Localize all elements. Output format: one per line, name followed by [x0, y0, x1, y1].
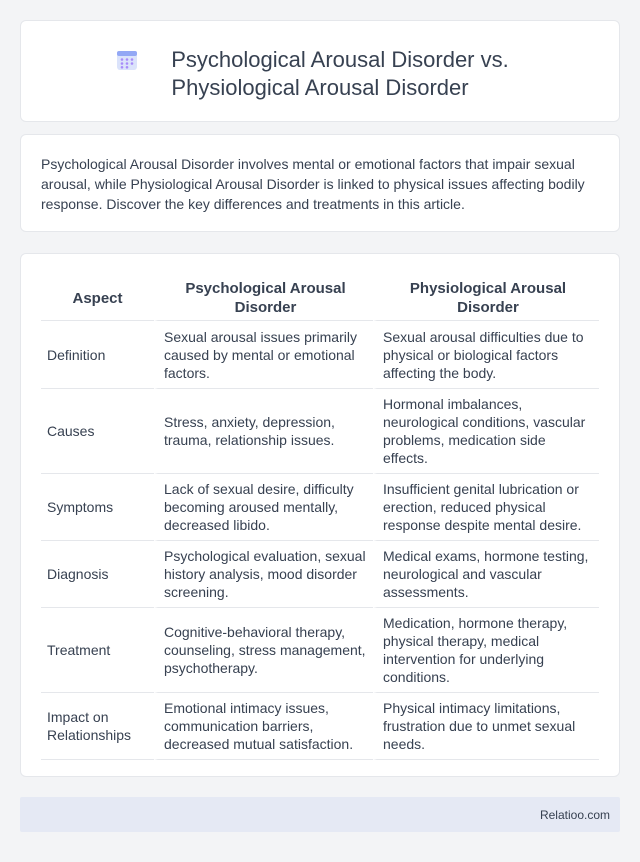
cell-aspect: Impact on Relationships [41, 693, 154, 760]
cell-physiological: Medical exams, hormone testing, neurological and vascular assessments. [373, 541, 599, 608]
footer-bar [20, 797, 620, 832]
cell-physiological: Sexual arousal difficulties due to physical or biological factors affecting the body. [373, 321, 599, 389]
cell-psychological: Sexual arousal issues primarily caused by mental or emotional factors. [154, 321, 373, 389]
intro-paragraph: Psychological Arousal Disorder involves mental or emotional factors that impair sexual arousal, while Physiological Arousal Disorder is linked to physical issues affecting bodily response. Discover the key differences and treatments in this article. [41, 156, 585, 212]
cell-psychological: Emotional intimacy issues, communication barriers, decreased mutual satisfaction. [154, 693, 373, 760]
cell-aspect: Symptoms [41, 474, 154, 541]
comparison-table [41, 275, 599, 760]
cell-psychological: Lack of sexual desire, difficulty becoming aroused mentally, decreased libido. [154, 474, 373, 541]
cell-psychological: Cognitive-behavioral therapy, counseling, stress management, psychotherapy. [154, 608, 373, 693]
cell-aspect: Causes [41, 389, 154, 474]
cell-aspect: Treatment [41, 608, 154, 693]
table-header-row [41, 275, 599, 321]
page-title-line-2: Physiological Arousal Disorder [171, 75, 469, 100]
header-aspect: Aspect [41, 275, 154, 321]
title-card [20, 20, 620, 122]
cell-physiological: Physical intimacy limitations, frustration due to unmet sexual needs. [373, 693, 599, 760]
table-row [41, 541, 599, 608]
cell-psychological: Psychological evaluation, sexual history analysis, mood disorder screening. [154, 541, 373, 608]
table-row [41, 693, 599, 760]
page-title [21, 46, 619, 102]
page-title-line-1: Psychological Arousal Disorder vs. [171, 47, 509, 72]
table-row [41, 389, 599, 474]
cell-physiological: Hormonal imbalances, neurological conditions, vascular problems, medication side effects. [373, 389, 599, 474]
cell-psychological: Stress, anxiety, depression, trauma, relationship issues. [154, 389, 373, 474]
header-psychological: Psychological Arousal Disorder [154, 275, 373, 321]
cell-physiological: Insufficient genital lubrication or erection, reduced physical response despite mental desire. [373, 474, 599, 541]
footer-brand: Relatioo.com [539, 808, 610, 822]
intro-card [20, 134, 620, 232]
cell-aspect: Diagnosis [41, 541, 154, 608]
comparison-card [20, 253, 620, 777]
cell-physiological: Medication, hormone therapy, physical therapy, medical intervention for underlying conditions. [373, 608, 599, 693]
header-physiological: Physiological Arousal Disorder [373, 275, 599, 321]
table-row [41, 608, 599, 693]
table-row [41, 321, 599, 389]
cell-aspect: Definition [41, 321, 154, 389]
table-row [41, 474, 599, 541]
